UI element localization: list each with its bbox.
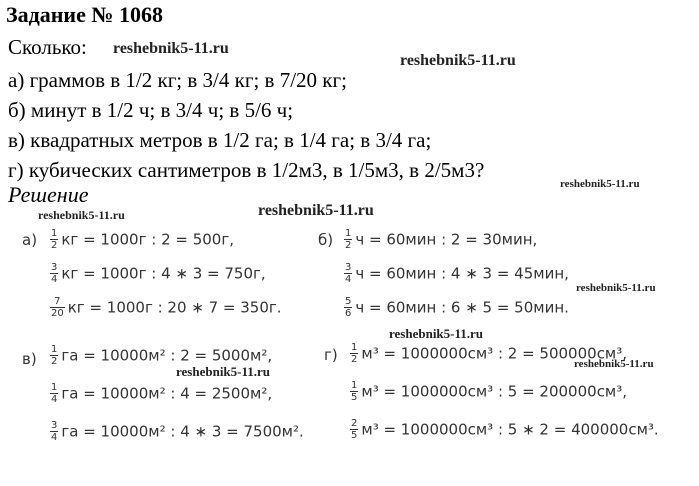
fraction: $\frac{1}{2}$ [351,342,358,365]
fraction: $\frac{3}{4}$ [51,420,58,443]
solution-c-line: $\frac{1}{2}$ га = 10000м² : 2 = 5000м², [51,344,273,367]
solution-d-line: $\frac{2}{5}$ м³ = 1000000см³ : 5 ∗ 2 = 400000см³. [351,418,659,441]
question-part-c: в) квадратных метров в 1/2 га; в 1/4 га; в 3/4 га; [8,128,432,152]
solution-a-letter: а) [22,231,38,249]
solution-a-line: $\frac{3}{4}$ кг = 1000г : 4 ∗ 3 = 750г, [51,262,266,285]
watermark: reshebnik5-11.ru [576,282,656,294]
solution-d-line: $\frac{1}{5}$ м³ = 1000000см³ : 5 = 200000см³, [351,380,628,403]
solution-b-letter: б) [318,231,334,249]
watermark: reshebnik5-11.ru [400,52,516,69]
solution-b-line: $\frac{3}{4}$ ч = 60мин : 4 ∗ 3 = 45мин, [345,262,569,285]
question-intro: Сколько: [8,35,87,59]
task-title: Задание № 1068 [6,2,163,27]
fraction: $\frac{1}{2}$ [51,344,58,367]
question-part-d: г) кубических сантиметров в 1/2м3, в 1/5м3, в 2/5м3? [8,158,485,182]
watermark: reshebnik5-11.ru [389,326,484,341]
solution-b-line: $\frac{5}{6}$ ч = 60мин : 6 ∗ 5 = 50мин. [345,296,569,319]
watermark: reshebnik5-11.ru [560,178,640,190]
fraction: $\frac{7}{20}$ [51,296,64,319]
question-part-a: а) граммов в 1/2 кг; в 3/4 кг; в 7/20 кг; [8,68,347,92]
solution-a-line: $\frac{7}{20}$ кг = 1000г : 20 ∗ 7 = 350г. [51,296,282,319]
solution-a-line: $\frac{1}{2}$ кг = 1000г : 2 = 500г, [51,228,234,251]
watermark: reshebnik5-11.ru [38,208,125,222]
solution-b-line: $\frac{1}{2}$ ч = 60мин : 2 = 30мин, [345,228,538,251]
fraction: $\frac{3}{4}$ [51,262,58,285]
solution-c-line: $\frac{1}{4}$ га = 10000м² : 4 = 2500м², [51,382,273,405]
fraction: $\frac{1}{2}$ [345,228,352,251]
solution-c-letter: в) [22,350,37,368]
solution-d-letter: г) [324,346,338,364]
fraction: $\frac{1}{4}$ [51,382,58,405]
fraction: $\frac{5}{6}$ [345,296,352,319]
fraction: $\frac{1}{5}$ [351,380,358,403]
solution-d-line: $\frac{1}{2}$ м³ = 1000000см³ : 2 = 500000см³, [351,342,628,365]
solution-c-line: $\frac{3}{4}$ га = 10000м² : 4 ∗ 3 = 7500м². [51,420,304,443]
fraction: $\frac{3}{4}$ [345,262,352,285]
watermark: reshebnik5-11.ru [113,40,229,57]
question-part-b: б) минут в 1/2 ч; в 3/4 ч; в 5/6 ч; [8,98,294,122]
watermark: reshebnik5-11.ru [574,358,654,370]
solution-heading: Решение [8,182,89,207]
fraction: $\frac{1}{2}$ [51,228,58,251]
watermark: reshebnik5-11.ru [258,202,374,219]
fraction: $\frac{2}{5}$ [351,418,358,441]
watermark: reshebnik5-11.ru [176,364,271,379]
